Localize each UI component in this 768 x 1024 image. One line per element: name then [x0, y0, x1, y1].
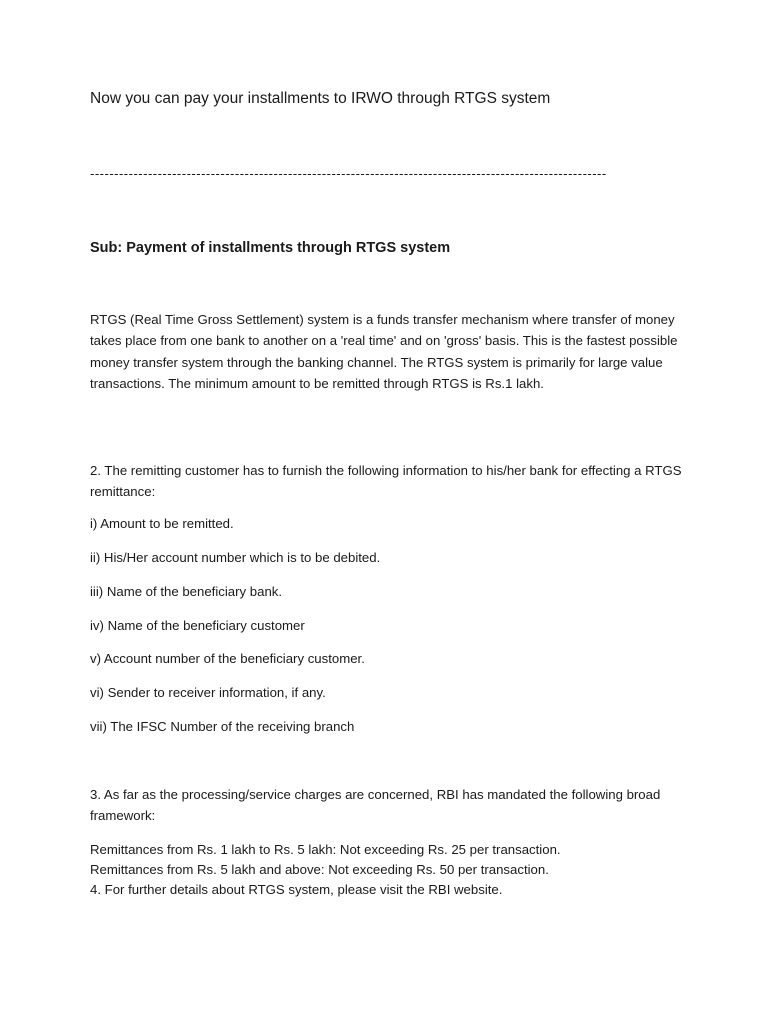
charge-line: Remittances from Rs. 1 lakh to Rs. 5 lakh: Not exceeding Rs. 25 per transaction.	[90, 842, 561, 857]
list-item: i) Amount to be remitted.	[90, 516, 234, 531]
charge-line: Remittances from Rs. 5 lakh and above: Not exceeding Rs. 50 per transaction.	[90, 862, 549, 877]
charges-block	[90, 840, 561, 900]
subject-heading: Sub: Payment of installments through RTGS system	[90, 240, 451, 256]
separator-line: -----------------------------------------------------------------------------------------------------------	[90, 166, 607, 181]
service-charges-paragraph: 3. As far as the processing/service charges are concerned, RBI has mandated the following broad framework:	[90, 787, 661, 824]
remittance-info-paragraph: 2. The remitting customer has to furnish the following information to his/her bank for effecting a RTGS remittance:	[90, 463, 682, 500]
list-item: vi) Sender to receiver information, if any.	[90, 685, 326, 700]
rtgs-definition-paragraph: RTGS (Real Time Gross Settlement) system is a funds transfer mechanism where transfer of money takes place from one bank to another on a 'real time' and on 'gross' basis. This is the fastest possible money transfer system through the banking channel. The RTGS system is primarily for large value transactions. The minimum amount to be remitted through RTGS is Rs.1 lakh.	[90, 312, 678, 391]
list-item: ii) His/Her account number which is to be debited.	[90, 550, 381, 565]
list-item: v) Account number of the beneficiary customer.	[90, 651, 365, 666]
list-item: vii) The IFSC Number of the receiving branch	[90, 719, 355, 734]
list-item: iii) Name of the beneficiary bank.	[90, 584, 283, 599]
list-item: iv) Name of the beneficiary customer	[90, 618, 305, 633]
further-details-line: 4. For further details about RTGS system, please visit the RBI website.	[90, 882, 503, 897]
document-title: Now you can pay your installments to IRWO through RTGS system	[90, 90, 551, 107]
